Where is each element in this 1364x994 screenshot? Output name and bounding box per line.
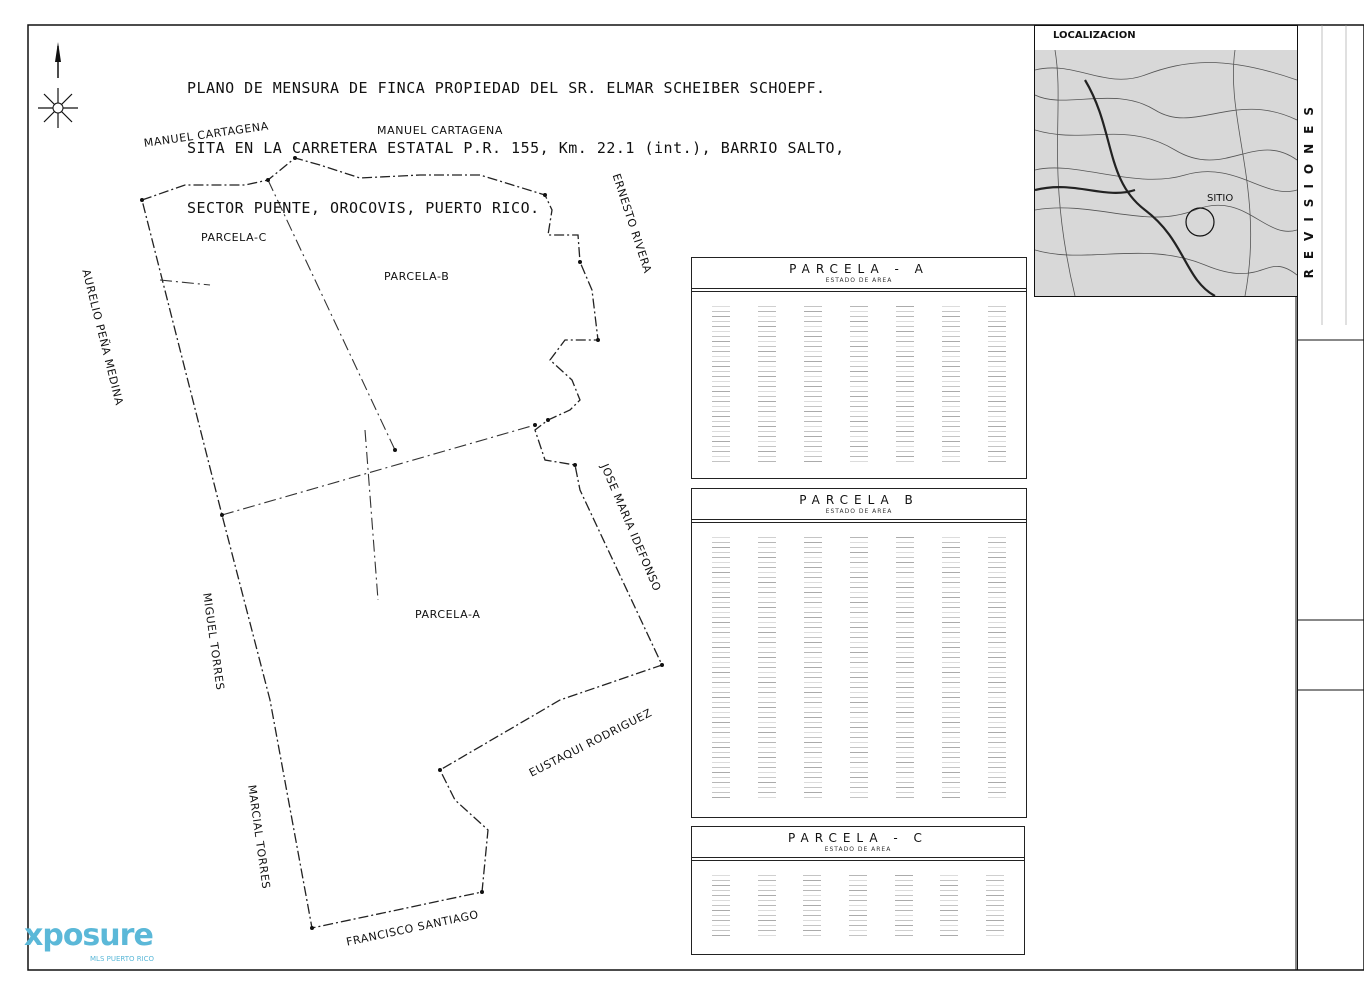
area-table-header: [692, 288, 1026, 292]
area-table-header: [692, 519, 1026, 523]
revisions-title: REVISIONES: [1302, 97, 1316, 279]
plan-title-line-2: SITA EN LA CARRETERA ESTATAL P.R. 155, Km. 22.1 (int.), BARRIO SALTO,: [187, 139, 845, 157]
area-table-title: PARCELA - A: [789, 262, 929, 276]
plan-title-line-1: PLANO DE MENSURA DE FINCA PROPIEDAD DEL SR. ELMAR SCHEIBER SCHOEPF.: [187, 79, 826, 97]
neighbor-label-miguel-torres: MIGUEL TORRES: [200, 592, 227, 692]
location-map-title: LOCALIZACION: [1053, 30, 1136, 41]
xposure-logo: [24, 918, 153, 968]
area-table-rows: [698, 873, 1018, 946]
title-block-lines: [1298, 25, 1364, 970]
area-table-title: PARCELA - C: [788, 831, 928, 845]
area-table-title: PARCELA B: [799, 493, 919, 507]
neighbor-label-manuel-cartagena-east: MANUEL CARTAGENA: [377, 124, 503, 137]
topographic-map: [1035, 50, 1297, 296]
neighbor-label-eustaqui-rodriguez: EUSTAQUI RODRIGUEZ: [527, 706, 655, 780]
area-table-parcela-a: [691, 257, 1027, 479]
neighbor-label-francisco-santiago: FRANCISCO SANTIAGO: [345, 907, 480, 949]
neighbor-label-ernesto-rivera: ERNESTO RIVERA: [609, 172, 655, 276]
area-table-parcela-c: [691, 826, 1025, 955]
area-table-parcela-b: [691, 488, 1027, 818]
watermark-brand: xposure: [24, 918, 153, 953]
area-table-rows: [698, 304, 1020, 470]
neighbor-label-jose-maria-idefonso: JOSE MARIA IDEFONSO: [598, 462, 664, 594]
table-row: [698, 459, 1020, 464]
area-table-header: [692, 857, 1024, 861]
parcel-label-a: PARCELA-A: [415, 608, 481, 621]
revisions-column: [1297, 25, 1364, 970]
site-marker-label: SITIO: [1207, 193, 1234, 204]
neighbor-label-aurelio-pena-medina: AURELIO PEÑA MEDINA: [79, 268, 126, 407]
table-row: [698, 933, 1018, 938]
north-arrow-icon: [38, 42, 78, 128]
area-table-subtitle: ESTADO DE AREA: [825, 277, 893, 284]
area-table-rows: [698, 535, 1020, 809]
neighbor-label-manuel-cartagena-west: MANUEL CARTAGENA: [143, 119, 270, 150]
plan-title: [187, 38, 845, 258]
location-map: [1034, 25, 1298, 297]
neighbor-label-marcial-torres: MARCIAL TORRES: [245, 784, 273, 890]
parcel-label-b: PARCELA-B: [384, 270, 450, 283]
parcel-label-c: PARCELA-C: [201, 231, 267, 244]
plan-title-line-3: SECTOR PUENTE, OROCOVIS, PUERTO RICO.: [187, 199, 540, 217]
area-table-subtitle: ESTADO DE AREA: [824, 846, 892, 853]
watermark-tagline: MLS PUERTO RICO: [90, 955, 155, 963]
table-row: [698, 795, 1020, 800]
area-table-subtitle: ESTADO DE AREA: [825, 508, 893, 515]
